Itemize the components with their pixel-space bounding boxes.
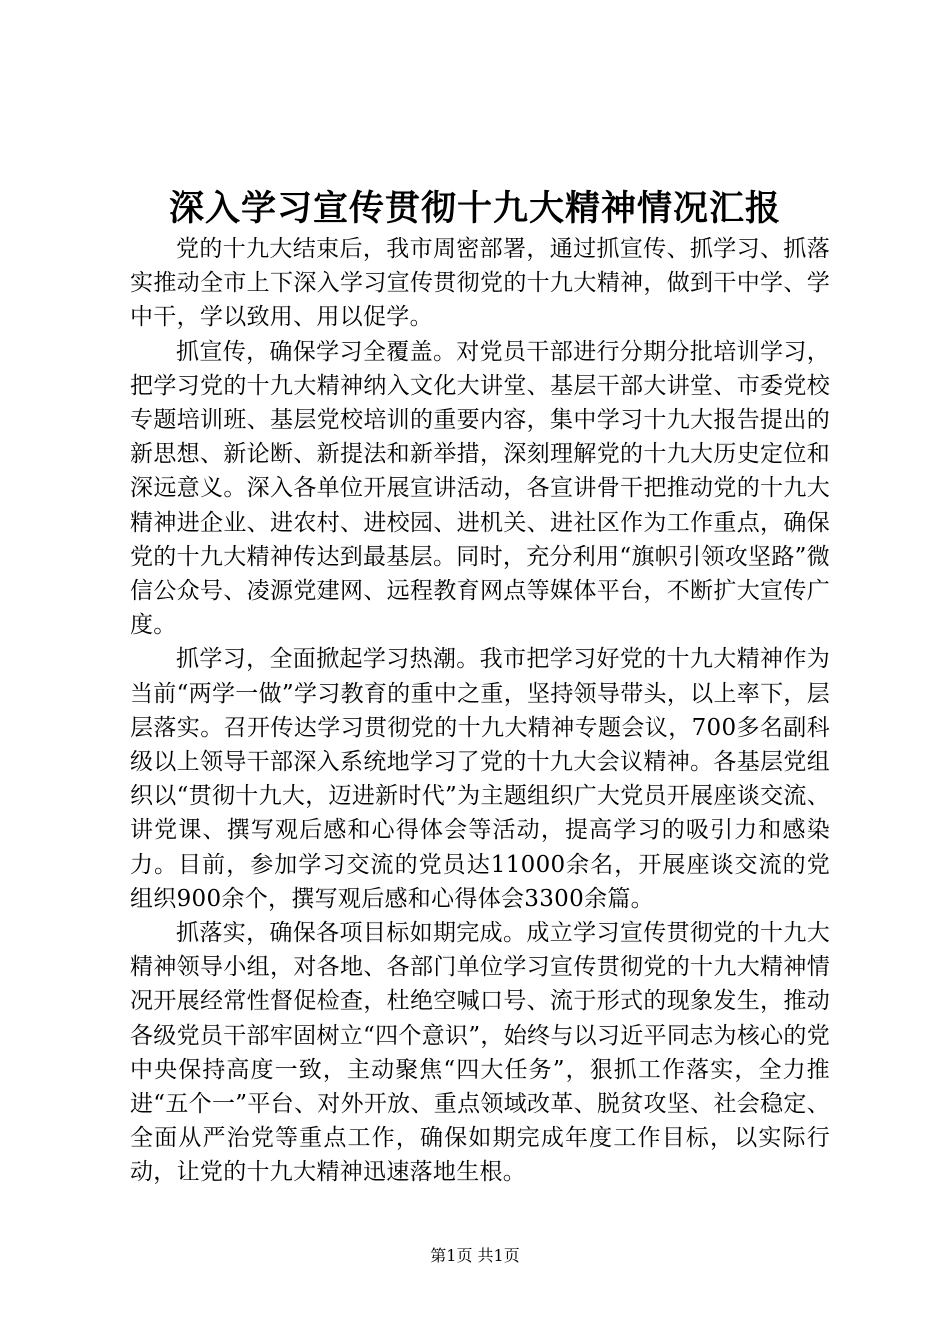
- document-title: 深入学习宣传贯彻十九大精神情况汇报: [168, 188, 781, 229]
- paragraph-implementation: 抓落实，确保各项目标如期完成。成立学习宣传贯彻党的十九大精神领导小组，对各地、各部门单位学习宣传贯彻党的十九大精神情况开展经常性督促检查，杜绝空喊口号、流于形式的现象发生，推动各级党员干部牢固树立“四个意识”，始终与以习近平同志为核心的党中央保持高度一致，主动聚焦“四大任务”，狠抓工作落实，全力推进“五个一”平台、对外开放、重点领域改革、脱贫攻坚、社会稳定、全面从严治党等重点工作，确保如期完成年度工作目标，以实际行动，让党的十九大精神迅速落地生根。: [130, 920, 830, 1186]
- paragraph-publicity: 抓宣传，确保学习全覆盖。对党员干部进行分期分批培训学习，把学习党的十九大精神纳入文化大讲堂、基层干部大讲堂、市委党校专题培训班、基层党校培训的重要内容，集中学习十九大报告提出的新思想、新论断、新提法和新举措，深刻理解党的十九大历史定位和深远意义。深入各单位开展宣讲活动，各宣讲骨干把推动党的十九大精神进企业、进农村、进校园、进机关、进社区作为工作重点，确保党的十九大精神传达到最基层。同时，充分利用“旗帜引领攻坚路”微信公众号、凌源党建网、远程教育网点等媒体平台，不断扩大宣传广度。: [130, 338, 830, 639]
- page-number-footer: 第1页 共1页: [430, 1246, 520, 1265]
- document-body: [130, 232, 830, 1190]
- paragraph-study: 抓学习，全面掀起学习热潮。我市把学习好党的十九大精神作为当前“两学一做”学习教育的重中之重，坚持领导带头，以上率下，层层落实。召开传达学习贯彻党的十九大精神专题会议，700多名副科级以上领导干部深入系统地学习了党的十九大会议精神。各基层党组织以“贯彻十九大，迈进新时代”为主题组织广大党员开展座谈交流、讲党课、撰写观后感和心得体会等活动，提高学习的吸引力和感染力。目前，参加学习交流的党员达11000余名，开展座谈交流的党组织900余个，撰写观后感和心得体会3300余篇。: [130, 646, 830, 912]
- paragraph-intro: 党的十九大结束后，我市周密部署，通过抓宣传、抓学习、抓落实推动全市上下深入学习宣传贯彻党的十九大精神，做到干中学、学中干，学以致用、用以促学。: [130, 236, 830, 331]
